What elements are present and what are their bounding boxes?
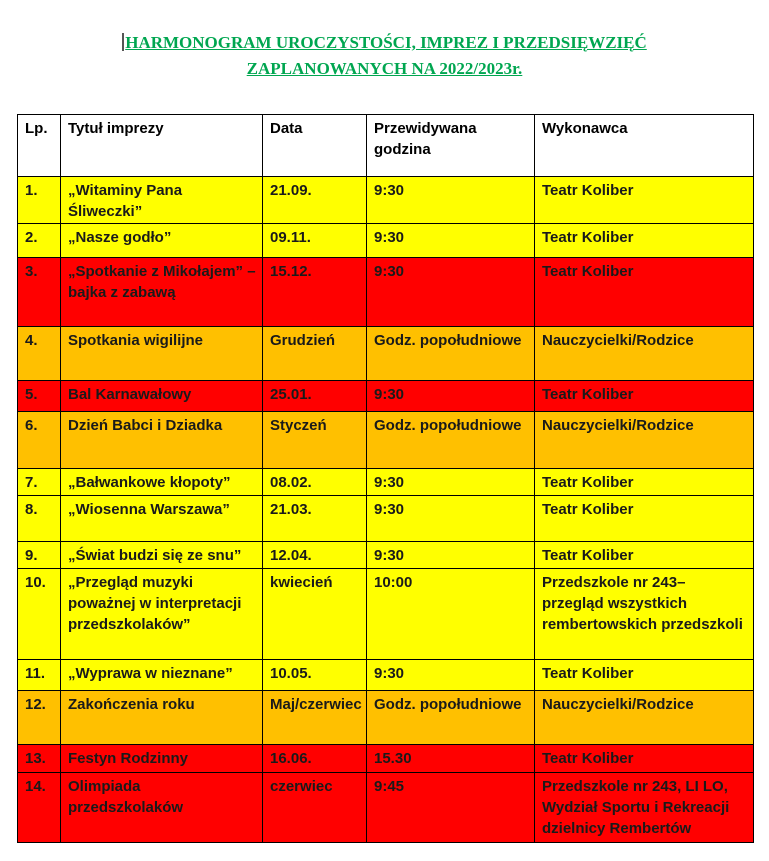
table-row (18, 660, 754, 691)
cell-title: Zakończenia roku (61, 691, 263, 745)
cell-date: 16.06. (263, 745, 367, 773)
cell-date: 08.02. (263, 469, 367, 496)
cell-lp: 9. (18, 542, 61, 569)
cell-time: 9:30 (367, 224, 535, 258)
document-title (0, 30, 769, 82)
cell-lp: 11. (18, 660, 61, 691)
cell-performer: Teatr Koliber (535, 660, 754, 691)
table-row (18, 496, 754, 542)
cell-time: 9:30 (367, 381, 535, 412)
cell-time: Godz. popołudniowe (367, 327, 535, 381)
table-row (18, 691, 754, 745)
cell-time: 9:30 (367, 469, 535, 496)
cell-time: 9:30 (367, 258, 535, 327)
cell-time: 9:30 (367, 177, 535, 224)
cell-performer: Teatr Koliber (535, 258, 754, 327)
header-performer: Wykonawca (535, 115, 754, 177)
cell-date: 25.01. (263, 381, 367, 412)
cell-lp: 12. (18, 691, 61, 745)
cell-performer: Nauczycielki/Rodzice (535, 327, 754, 381)
cell-performer: Teatr Koliber (535, 381, 754, 412)
cell-performer: Teatr Koliber (535, 745, 754, 773)
cell-lp: 3. (18, 258, 61, 327)
cell-time: Godz. popołudniowe (367, 412, 535, 469)
header-date: Data (263, 115, 367, 177)
cell-title: „Przegląd muzyki poważnej w interpretacji przedszkolaków” (61, 569, 263, 660)
cell-date: kwiecień (263, 569, 367, 660)
cell-performer: Teatr Koliber (535, 542, 754, 569)
title-line-1-text: HARMONOGRAM UROCZYSTOŚCI, IMPREZ I PRZEDSIĘWZIĘĆ (125, 33, 647, 52)
cell-title: „Wiosenna Warszawa” (61, 496, 263, 542)
table-row (18, 258, 754, 327)
header-title: Tytuł imprezy (61, 115, 263, 177)
cell-title: Bal Karnawałowy (61, 381, 263, 412)
cell-time: 9:30 (367, 660, 535, 691)
cell-date: 09.11. (263, 224, 367, 258)
cell-performer: Teatr Koliber (535, 496, 754, 542)
cell-time: 9:45 (367, 773, 535, 843)
schedule-table (17, 114, 754, 843)
table-row (18, 412, 754, 469)
cell-lp: 1. (18, 177, 61, 224)
cell-time: 15.30 (367, 745, 535, 773)
table-row (18, 773, 754, 843)
cell-date: 15.12. (263, 258, 367, 327)
cell-date: czerwiec (263, 773, 367, 843)
cell-performer: Przedszkole nr 243– przegląd wszystkich rembertowskich przedszkoli (535, 569, 754, 660)
table-row (18, 224, 754, 258)
cell-lp: 7. (18, 469, 61, 496)
table-row (18, 381, 754, 412)
cell-title: „Spotkanie z Mikołajem” – bajka z zabawą (61, 258, 263, 327)
cell-lp: 6. (18, 412, 61, 469)
cell-performer: Teatr Koliber (535, 177, 754, 224)
cell-time: Godz. popołudniowe (367, 691, 535, 745)
table-header-row (18, 115, 754, 177)
cell-performer: Teatr Koliber (535, 224, 754, 258)
table-row (18, 542, 754, 569)
cell-performer: Nauczycielki/Rodzice (535, 691, 754, 745)
cell-date: Grudzień (263, 327, 367, 381)
cell-title: „Nasze godło” (61, 224, 263, 258)
cell-title: „Świat budzi się ze snu” (61, 542, 263, 569)
cell-title: Spotkania wigilijne (61, 327, 263, 381)
cell-title: Dzień Babci i Dziadka (61, 412, 263, 469)
cell-date: Styczeń (263, 412, 367, 469)
cell-performer: Nauczycielki/Rodzice (535, 412, 754, 469)
cell-lp: 5. (18, 381, 61, 412)
cell-time: 9:30 (367, 542, 535, 569)
table-row (18, 569, 754, 660)
cell-lp: 13. (18, 745, 61, 773)
cell-date: 21.09. (263, 177, 367, 224)
cell-time: 9:30 (367, 496, 535, 542)
header-lp: Lp. (18, 115, 61, 177)
cell-time: 10:00 (367, 569, 535, 660)
table-body (18, 177, 754, 843)
cell-title: „Wyprawa w nieznane” (61, 660, 263, 691)
cell-lp: 2. (18, 224, 61, 258)
cell-lp: 8. (18, 496, 61, 542)
cell-lp: 4. (18, 327, 61, 381)
text-cursor (122, 33, 124, 51)
cell-date: 21.03. (263, 496, 367, 542)
cell-date: 12.04. (263, 542, 367, 569)
cell-performer: Teatr Koliber (535, 469, 754, 496)
table-row (18, 745, 754, 773)
table-row (18, 177, 754, 224)
table-row (18, 469, 754, 496)
table-row (18, 327, 754, 381)
cell-date: 10.05. (263, 660, 367, 691)
cell-performer: Przedszkole nr 243, LI LO, Wydział Sportu i Rekreacji dzielnicy Rembertów (535, 773, 754, 843)
title-line-1 (0, 30, 769, 56)
header-time: Przewidywana godzina (367, 115, 535, 177)
cell-title: „Witaminy Pana Śliweczki” (61, 177, 263, 224)
cell-lp: 10. (18, 569, 61, 660)
cell-date: Maj/czerwiec (263, 691, 367, 745)
cell-title: Festyn Rodzinny (61, 745, 263, 773)
cell-lp: 14. (18, 773, 61, 843)
cell-title: Olimpiada przedszkolaków (61, 773, 263, 843)
cell-title: „Bałwankowe kłopoty” (61, 469, 263, 496)
title-line-2: ZAPLANOWANYCH NA 2022/2023r. (246, 59, 523, 78)
